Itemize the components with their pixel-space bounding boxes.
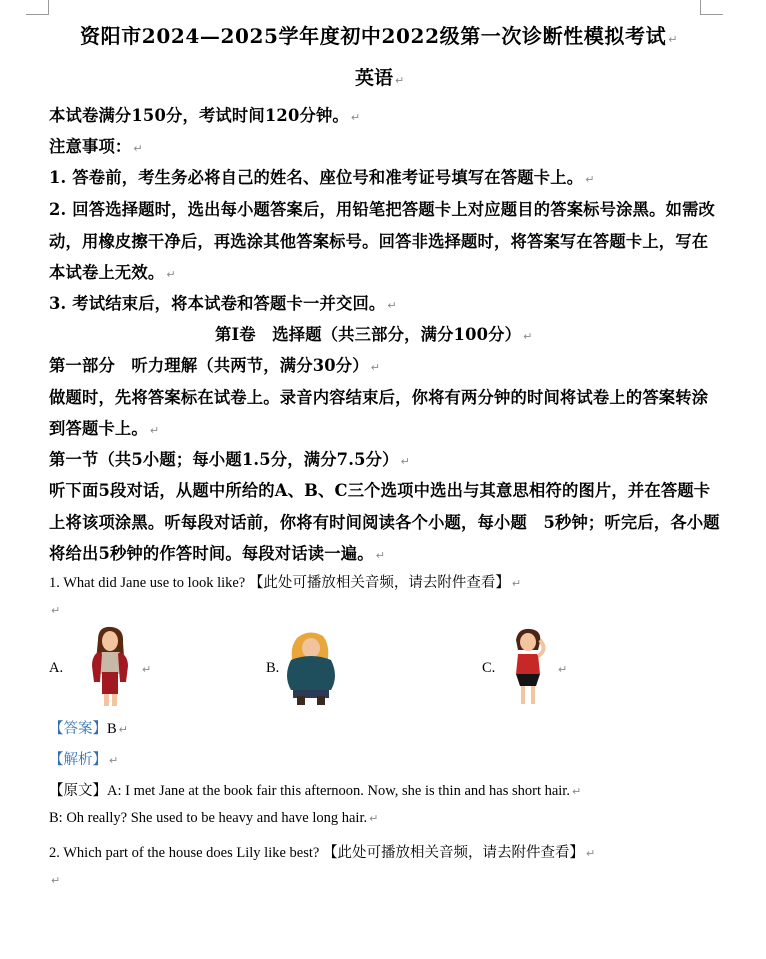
notice-item-2-line-3: 本试卷上无效。 ↵: [49, 263, 176, 282]
empty-paragraph: ↵: [51, 874, 61, 887]
section-one-heading: 第一节（共5小题；每小题1.5分，满分7.5分） ↵: [49, 450, 410, 469]
transcript-line-1: 【原文】A: I met Jane at the book fair this afternoon. Now, she is thin and has short hair. ↵: [49, 783, 582, 799]
analysis-line: 【解析】 ↵: [49, 752, 119, 768]
listening-section-heading: 第一部分 听力理解（共两节，满分30分） ↵: [49, 356, 381, 375]
section-one-instruction-line-3: 将给出5秒钟的作答时间。每段对话读一遍。 ↵: [49, 544, 386, 563]
notice-item-2-line-2: 动，用橡皮擦干净后，再选涂其他答案标号。回答非选择题时，将答案写在答题卡上，写在: [49, 232, 709, 251]
transcript-line-2: B: Oh really? She used to be heavy and have long hair. ↵: [49, 810, 379, 826]
empty-paragraph: ↵: [51, 604, 61, 617]
audio-note[interactable]: 【此处可播放相关音频，请去附件查看】: [248, 575, 510, 591]
answer-line: 【答案】B ↵: [49, 721, 128, 737]
option-a-label: A.: [49, 660, 64, 676]
part-one-heading: 第Ⅰ卷 选择题（共三部分，满分100分） ↵: [215, 325, 533, 344]
notice-heading: 注意事项： ↵: [49, 137, 143, 156]
exam-title: 资阳市2024—2025学年度初中2022级第一次诊断性模拟考试 ↵: [80, 24, 679, 48]
notice-item-1: 1. 答卷前，考生务必将自己的姓名、座位号和准考证号填写在答题卡上。 ↵: [49, 168, 595, 187]
notice-item-2-line-1: 2. 回答选择题时，选出每小题答案后，用铅笔把答题卡上对应题目的答案标号涂黑。如需改: [49, 200, 716, 219]
question-1: 1. What did Jane use to look like? 【此处可播放相关音频，请去附件查看】 ↵: [49, 575, 522, 591]
question-2: 2. Which part of the house does Lily like best? 【此处可播放相关音频，请去附件查看】 ↵: [49, 845, 596, 861]
original-tag: 【原文】: [49, 783, 107, 799]
heavy-woman-illustration: [283, 630, 339, 706]
option-c-mark: ↵: [558, 663, 568, 676]
option-c-label: C.: [482, 660, 496, 676]
listening-instruction-line-2: 到答题卡上。 ↵: [49, 419, 160, 438]
woman-long-hair-illustration: [80, 626, 140, 708]
score-info: 本试卷满分150分，考试时间120分钟。 ↵: [49, 106, 361, 125]
option-a-mark: ↵: [142, 663, 152, 676]
page-corner-mark-right: [700, 0, 723, 15]
subject-heading: 英语 ↵: [355, 67, 405, 89]
answer-tag: 【答案】: [49, 721, 107, 737]
section-one-instruction-line-2: 上将该项涂黑。听每段对话前，你将有时间阅读各个小题，每小题 5秒钟；听完后，各小题: [49, 513, 720, 532]
page-corner-mark-left: [26, 0, 49, 15]
audio-note[interactable]: 【此处可播放相关音频，请去附件查看】: [322, 845, 584, 861]
listening-instruction-line-1: 做题时，先将答案标在试卷上。录音内容结束后，你将有两分钟的时间将试卷上的答案转涂: [49, 388, 709, 407]
answer-value: B: [107, 721, 117, 737]
section-one-instruction-line-1: 听下面5段对话，从题中所给的A、B、C三个选项中选出与其意思相符的图片，并在答题卡: [49, 481, 711, 500]
notice-item-3: 3. 考试结束后，将本试卷和答题卡一并交回。 ↵: [49, 294, 397, 313]
thin-woman-short-hair-illustration: [502, 628, 554, 706]
option-b-label: B.: [266, 660, 280, 676]
analysis-tag: 【解析】: [49, 752, 107, 768]
